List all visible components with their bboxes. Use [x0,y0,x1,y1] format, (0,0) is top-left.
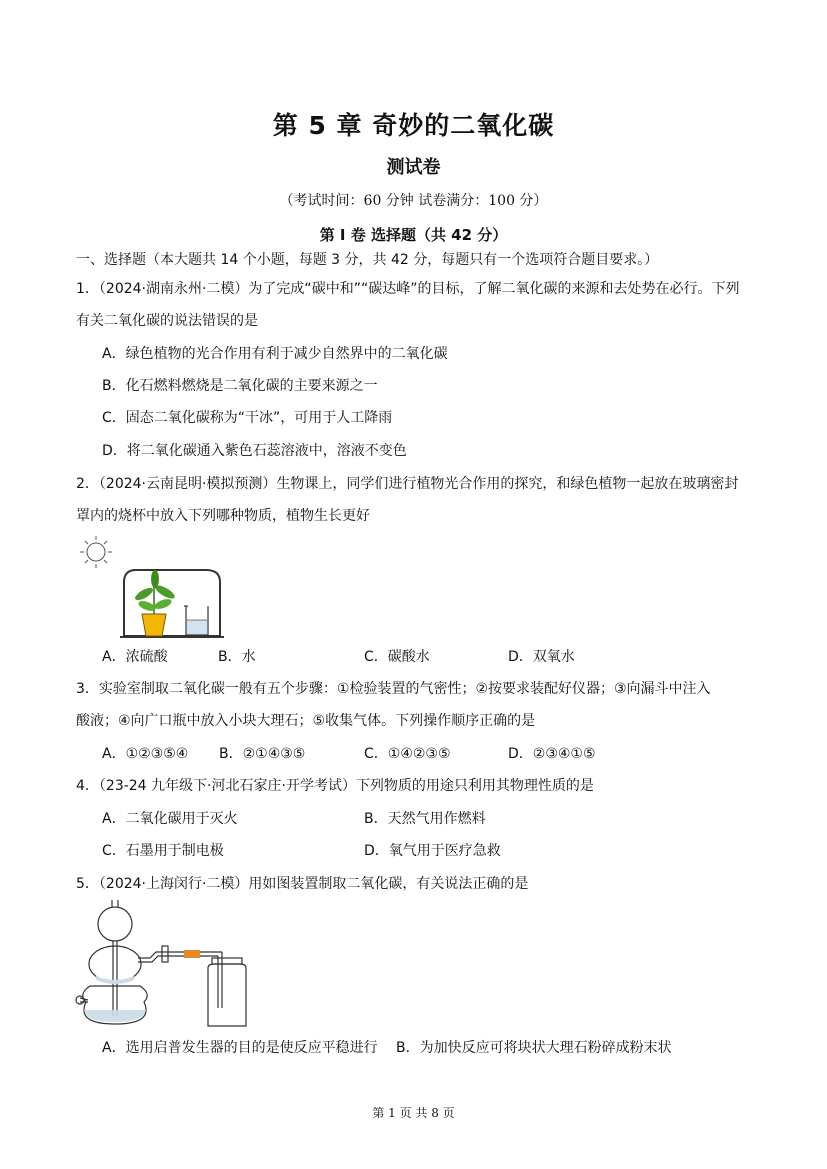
question-1-line-2: 有关二氧化碳的说法错误的是 [76,313,258,329]
question-4-option-a: A．二氧化碳用于灭火 [102,811,238,827]
question-3-option-d: D．②③④①⑤ [508,746,596,762]
question-1-option-d: D．将二氧化碳通入紫色石蕊溶液中，溶液不变色 [102,443,407,459]
question-2-line-1: 2．（2024·云南昆明·模拟预测）生物课上，同学们进行植物光合作用的探究，和绿色植物一起放在玻璃密封 [76,476,739,492]
section-intro: 一、选择题（本大题共 14 个小题，每题 3 分，共 42 分，每题只有一个选项符合题目要求。） [76,252,659,268]
kipp-apparatus-figure [72,898,252,1030]
question-4-option-d: D．氧气用于医疗急救 [364,843,501,859]
question-3-option-b: B．②①④③⑤ [219,746,306,762]
question-2-option-c: C．碳酸水 [364,649,430,665]
question-1-option-a: A．绿色植物的光合作用有利于减少自然界中的二氧化碳 [102,346,448,362]
question-3-option-c: C．①④②③⑤ [364,746,451,762]
question-5-option-b: B．为加快反应可将块状大理石粉碎成粉末状 [396,1040,672,1056]
question-2-line-2: 罩内的烧杯中放入下列哪种物质，植物生长更好 [76,508,370,524]
question-2-option-d: D．双氧水 [508,649,575,665]
question-1-option-c: C．固态二氧化碳称为“干冰”，可用于人工降雨 [102,410,393,426]
sun-icon [80,536,112,568]
plant-bell-jar-figure [74,532,234,642]
exam-info: （考试时间：60 分钟 试卷满分：100 分） [279,193,548,209]
question-1-option-b: B．化石燃料燃烧是二氧化碳的主要来源之一 [102,378,378,394]
question-4-option-c: C．石墨用于制电极 [102,843,224,859]
beaker-icon [184,606,208,635]
page-footer: 第 1 页 共 8 页 [372,1106,455,1120]
part-title: 第 I 卷 选择题（共 42 分） [319,226,508,244]
page-title: 第 5 章 奇妙的二氧化碳 [272,111,555,140]
question-3-line-2: 酸液；④向广口瓶中放入小块大理石；⑤收集气体。下列操作顺序正确的是 [76,713,536,729]
question-3-option-a: A．①②③⑤④ [102,746,189,762]
question-2-option-a: A．浓硫酸 [102,649,168,665]
question-5-option-a: A．选用启普发生器的目的是使反应平稳进行 [102,1040,378,1056]
question-2-option-b: B．水 [218,649,256,665]
question-5-line-1: 5．（2024·上海闵行·二模）用如图装置制取二氧化碳，有关说法正确的是 [76,876,529,892]
plant-icon [133,570,176,636]
question-1-line-1: 1．（2024·湖南永州·二模）为了完成“碳中和”“碳达峰”的目标，了解二氧化碳的来源和去处势在必行。下列 [76,281,740,297]
question-3-line-1: 3．实验室制取二氧化碳一般有五个步骤：①检验装置的气密性；②按要求装配好仪器；③向漏斗中注入 [76,681,711,697]
question-4-line-1: 4．（23-24 九年级下·河北石家庄·开学考试）下列物质的用途只利用其物理性质的是 [76,778,594,794]
page-subtitle: 测试卷 [386,157,441,178]
question-4-option-b: B．天然气用作燃料 [364,811,486,827]
